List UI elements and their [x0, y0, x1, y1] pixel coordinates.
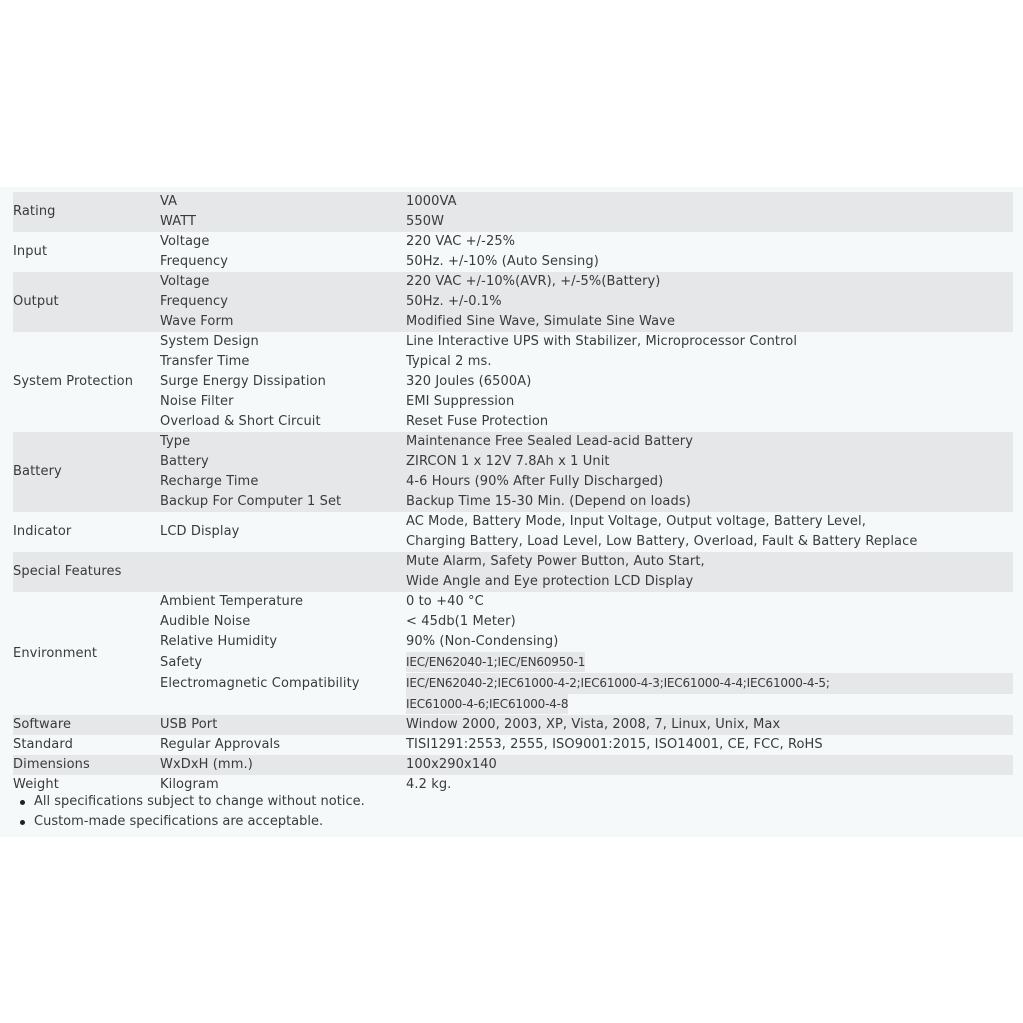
spec-label: Audible Noise: [160, 614, 251, 629]
spec-label: Frequency: [160, 292, 406, 312]
category-special-features: Special Features: [13, 552, 160, 592]
table-row: [13, 332, 1013, 352]
table-row: [13, 673, 1013, 694]
table-row: [13, 412, 1013, 432]
spec-value: 220 VAC +/-25%: [406, 234, 516, 249]
spec-label-empty: [160, 694, 406, 715]
spec-value: Modified Sine Wave, Simulate Sine Wave: [406, 312, 1013, 332]
category-battery: Battery: [13, 432, 160, 512]
category-dimensions: Dimensions: [13, 755, 160, 775]
note-text: All specifications subject to change without notice.: [34, 794, 365, 809]
category-output: Output: [13, 272, 160, 332]
spec-label: Backup For Computer 1 Set: [160, 492, 406, 512]
spec-value: Wide Angle and Eye protection LCD Display: [406, 572, 1013, 592]
table-row: [13, 735, 1013, 755]
table-row: [13, 592, 1013, 612]
spec-value: 50Hz. +/-0.1%: [406, 292, 1013, 312]
spec-value: Mute Alarm, Safety Power Button, Auto Start,: [406, 552, 1013, 572]
notes-list: [20, 792, 365, 832]
spec-value-cell: [406, 694, 1013, 715]
table-row: [13, 212, 1013, 232]
bullet-icon: [20, 800, 25, 805]
spec-value: 50Hz. +/-10% (Auto Sensing): [406, 254, 599, 269]
spec-label: WxDxH (mm.): [160, 755, 406, 775]
spec-value: AC Mode, Battery Mode, Input Voltage, Output voltage, Battery Level,: [406, 514, 866, 529]
category-input: Input: [13, 244, 48, 259]
spec-value: 4-6 Hours (90% After Fully Discharged): [406, 472, 1013, 492]
spec-value: 1000VA: [406, 192, 1013, 212]
spec-label-empty: [160, 552, 406, 592]
category-software: Software: [13, 715, 160, 735]
spec-label: VA: [160, 192, 406, 212]
table-row: [13, 292, 1013, 312]
spec-value: TISI1291:2553, 2555, ISO9001:2015, ISO14001, CE, FCC, RoHS: [406, 737, 823, 752]
spec-value: Window 2000, 2003, XP, Vista, 2008, 7, Linux, Unix, Max: [406, 715, 1013, 735]
spec-label: Frequency: [160, 254, 229, 269]
spec-value: 90% (Non-Condensing): [406, 634, 559, 649]
category-rating: Rating: [13, 192, 160, 232]
spec-value: IEC61000-4-6;IEC61000-4-8: [406, 694, 568, 714]
spec-label: Overload & Short Circuit: [160, 414, 321, 429]
table-row: [13, 512, 1013, 532]
spec-label: Kilogram: [160, 777, 219, 792]
spec-value: < 45db(1 Meter): [406, 614, 516, 629]
table-row: [13, 694, 1013, 715]
table-row: [13, 252, 1013, 272]
spec-label: WATT: [160, 212, 406, 232]
spec-value: IEC/EN62040-1;IEC/EN60950-1: [406, 652, 585, 672]
spec-value: Reset Fuse Protection: [406, 414, 549, 429]
category-indicator: Indicator: [13, 524, 72, 539]
table-row: [13, 492, 1013, 512]
note-item: [20, 812, 365, 832]
category-environment: Environment: [13, 645, 98, 661]
table-row: [13, 612, 1013, 632]
note-text: Custom-made specifications are acceptable.: [34, 814, 324, 829]
spec-label: Type: [160, 432, 406, 452]
note-item: [20, 792, 365, 812]
category-standard: Standard: [13, 737, 73, 752]
spec-label: Battery: [160, 452, 406, 472]
spec-value: Maintenance Free Sealed Lead-acid Battery: [406, 432, 1013, 452]
table-row: [13, 652, 1013, 673]
table-row: [13, 392, 1013, 412]
spec-value: Typical 2 ms.: [406, 354, 492, 369]
spec-value: ZIRCON 1 x 12V 7.8Ah x 1 Unit: [406, 452, 1013, 472]
spec-label: Wave Form: [160, 312, 406, 332]
table-row: [13, 432, 1013, 452]
spec-value: IEC/EN62040-2;IEC61000-4-2;IEC61000-4-3;IEC61000-4-4;IEC61000-4-5;: [406, 673, 830, 693]
spec-label: Transfer Time: [160, 354, 250, 369]
table-row: [13, 755, 1013, 775]
spec-label: LCD Display: [160, 524, 240, 539]
spec-label: System Design: [160, 334, 259, 349]
table-row: [13, 352, 1013, 372]
table-row: [13, 452, 1013, 472]
spec-value: 0 to +40 °C: [406, 594, 484, 609]
spec-label: Relative Humidity: [160, 634, 278, 649]
spec-value: Charging Battery, Load Level, Low Battery, Overload, Fault & Battery Replace: [406, 534, 918, 549]
category-weight: Weight: [13, 777, 59, 792]
spec-value: 100x290x140: [406, 755, 1013, 775]
spec-label: Voltage: [160, 272, 406, 292]
spec-label: Safety: [160, 654, 203, 670]
table-row: [13, 552, 1013, 572]
spec-value: 550W: [406, 212, 1013, 232]
table-row: [13, 232, 1013, 252]
spec-label: Voltage: [160, 234, 210, 249]
spec-value: Line Interactive UPS with Stabilizer, Microprocessor Control: [406, 334, 798, 349]
table-row: [13, 272, 1013, 292]
bullet-icon: [20, 820, 25, 825]
spec-value: 220 VAC +/-10%(AVR), +/-5%(Battery): [406, 272, 1013, 292]
table-row: [13, 372, 1013, 392]
spec-label: Regular Approvals: [160, 737, 281, 752]
category-system-protection: System Protection: [13, 374, 134, 389]
table-row: [13, 715, 1013, 735]
table-row: [13, 632, 1013, 652]
table-row: [13, 472, 1013, 492]
spec-table: [13, 192, 1013, 795]
spec-value: EMI Suppression: [406, 394, 515, 409]
spec-value: Backup Time 15-30 Min. (Depend on loads): [406, 492, 1013, 512]
spec-label: Noise Filter: [160, 394, 234, 409]
spec-label: Surge Energy Dissipation: [160, 374, 326, 389]
spec-value: 320 Joules (6500A): [406, 374, 532, 389]
spec-label: Recharge Time: [160, 472, 406, 492]
spec-label: USB Port: [160, 715, 406, 735]
spec-label: Ambient Temperature: [160, 594, 304, 609]
spec-value-cell: [406, 652, 1013, 673]
table-row: [13, 192, 1013, 212]
spec-value-cell: [406, 673, 1013, 694]
spec-label: Electromagnetic Compatibility: [160, 675, 360, 691]
spec-value: 4.2 kg.: [406, 777, 452, 792]
table-row: [13, 312, 1013, 332]
